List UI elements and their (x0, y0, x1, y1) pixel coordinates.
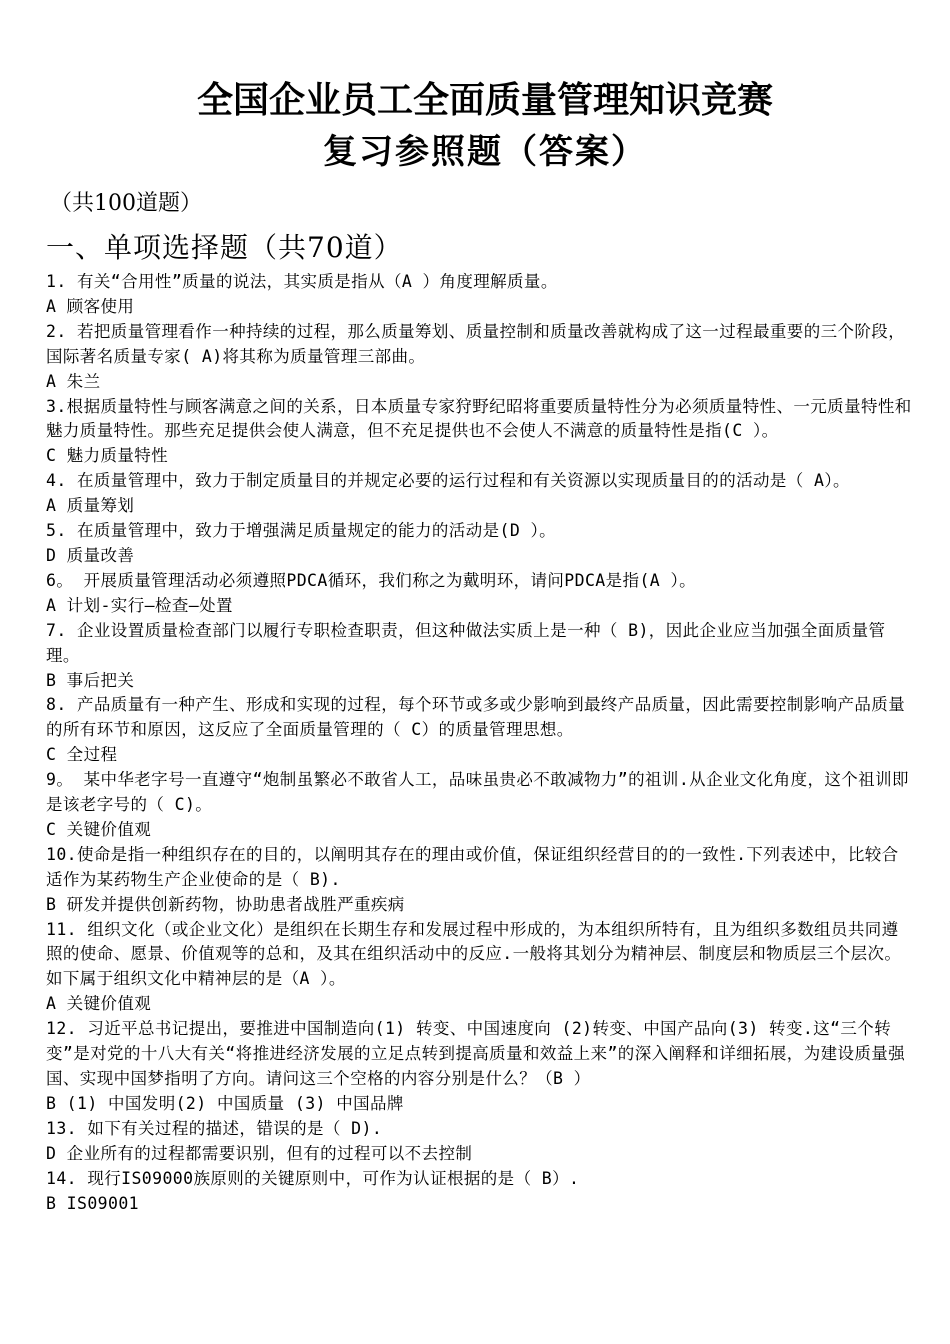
question-14: 14. 现行IS09000族原则的关键原则中，可作为认证根据的是（ B）. (46, 1168, 580, 1188)
question-4: 4. 在质量管理中，致力于制定质量目的并规定必要的运行过程和有关资源以实现质量目的的活动是（ A）。 (46, 471, 850, 491)
question-11: 11. 组织文化（或企业文化）是组织在长期生存和发展过程中形成的，为本组织所特有，且为组织多数组员共同遵照的使命、愿景、价值观等的总和，及其在组织活动中的反应.一般将其划分为精神层、制度层和物质层三个层次。如下属于组织文化中精神层的是（A ）。 (46, 919, 902, 989)
answer-10: B 研发并提供创新药物，协助患者战胜严重疾病 (46, 894, 405, 914)
answer-12: B (1) 中国发明(2) 中国质量 (3) 中国品牌 (46, 1093, 404, 1113)
document-title: 全国企业员工全面质量管理知识竞赛 (196, 80, 773, 121)
question-10: 10.使命是指一种组织存在的目的，以阐明其存在的理由或价值，保证组织经营目的的一致性.下列表述中，比较合适作为某药物生产企业使命的是（ B). (46, 844, 899, 889)
answer-11: A 关键价值观 (46, 994, 152, 1014)
question-13: 13. 如下有关过程的描述，错误的是（ D). (46, 1118, 383, 1138)
question-5: 5. 在质量管理中，致力于增强满足质量规定的能力的活动是(D ）。 (46, 521, 557, 541)
section-heading: 一、单项选择题（共70道） (46, 231, 403, 264)
question-12: 12. 习近平总书记提出，要推进中国制造向(1) 转变、中国速度向 (2)转变、中国产品向(3) 转变.这“三个转变”是对党的十八大有关“将推进经济发展的立足点转到提高质量和效益上来”的深入阐释和详细拓展，为建设质量强国、实现中国梦指明了方向。请问这三个空格的内容分别是什么？（B ） (46, 1019, 906, 1088)
answer-7: B 事后把关 (46, 670, 135, 690)
answer-6: A 计划-实行—检查—处置 (46, 595, 233, 615)
answer-9: C 关键价值观 (46, 819, 152, 839)
answer-4: A 质量筹划 (46, 496, 135, 516)
question-count-note: （共100道题） (50, 191, 202, 216)
answer-13: D 企业所有的过程都需要识别，但有的过程可以不去控制 (46, 1143, 473, 1163)
question-3: 3.根据质量特性与顾客满意之间的关系，日本质量专家狩野纪昭将重要质量特性分为必须质量特性、一元质量特性和魅力质量特性。那些充足提供会使人满意，但不充足提供也不会使人不满意的质量特性是指(C ）。 (46, 396, 912, 441)
question-8: 8. 产品质量有一种产生、形成和实现的过程，每个环节或多或少影响到最终产品质量，因此需要控制影响产品质量的所有环节和原因，这反应了全面质量管理的（ C）的质量管理思想。 (46, 695, 906, 740)
answer-5: D 质量改善 (46, 545, 135, 565)
question-6: 6。 开展质量管理活动必须遵照PDCA循环，我们称之为戴明环，请问PDCA是指(A ）。 (46, 570, 696, 590)
answer-2: A 朱兰 (46, 371, 101, 391)
answer-3: C 魅力质量特性 (46, 446, 169, 466)
question-1: 1. 有关“合用性”质量的说法，其实质是指从（A ）角度理解质量。 (46, 272, 558, 291)
question-2: 2. 若把质量管理看作一种持续的过程，那么质量筹划、质量控制和质量改善就构成了这一过程最重要的三个阶段，国际著名质量专家( A)将其称为质量管理三部曲。 (46, 321, 906, 366)
document-subtitle: 复习参照题（答案） (323, 132, 647, 172)
question-9: 9。 某中华老字号一直遵守“炮制虽繁必不敢省人工，品味虽贵必不敢减物力”的祖训.从企业文化角度，这个祖训即是该老字号的（ C)。 (46, 770, 909, 815)
answer-1: A 顾客使用 (46, 296, 135, 316)
question-7: 7. 企业设置质量检查部门以履行专职检查职责，但这种做法实质上是一种（ B)，因此企业应当加强全面质量管理。 (46, 620, 886, 665)
question-list (46, 270, 914, 1216)
answer-14: B IS09001 (46, 1193, 140, 1213)
answer-8: C 全过程 (46, 745, 118, 765)
